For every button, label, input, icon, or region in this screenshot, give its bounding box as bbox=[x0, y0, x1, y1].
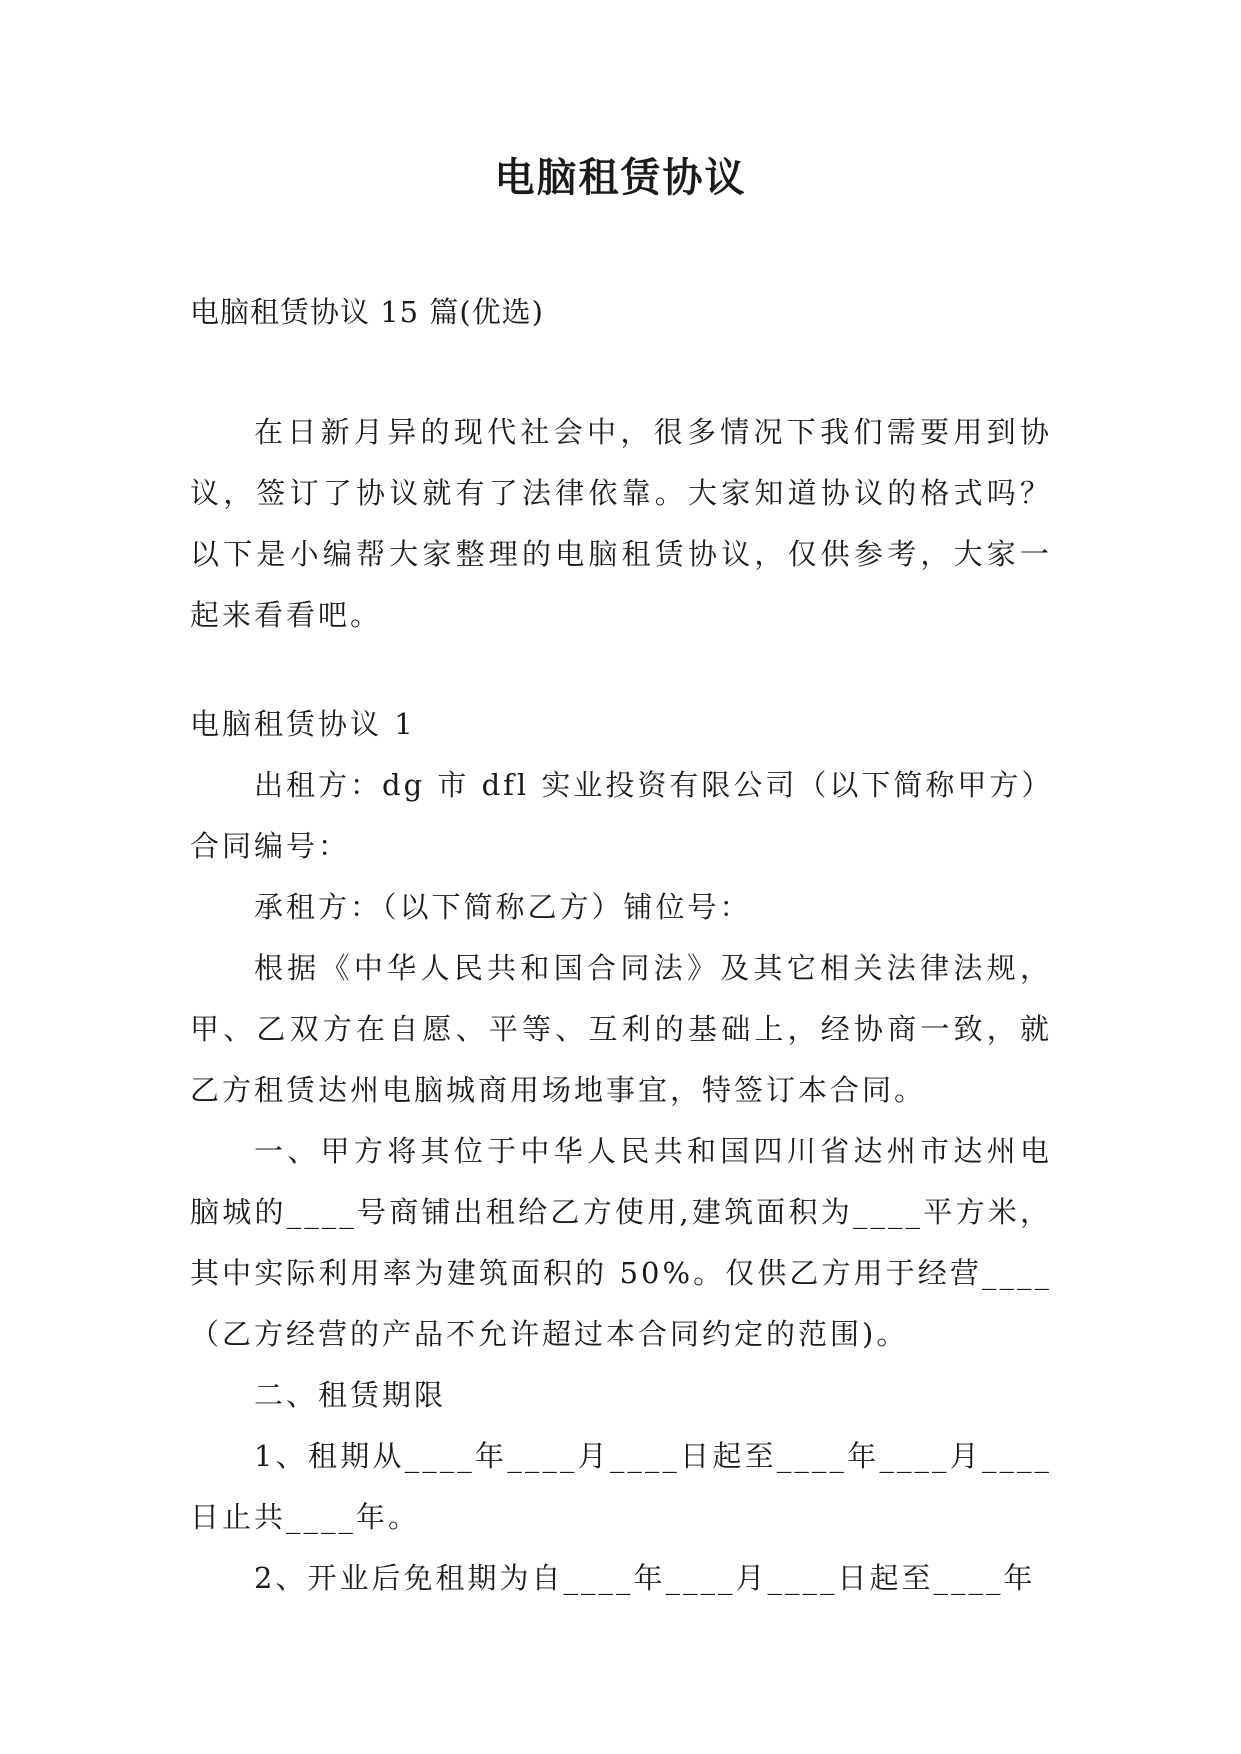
intro-paragraph: 在日新月异的现代社会中，很多情况下我们需要用到协议，签订了协议就有了法律依靠。大家知道协议的格式吗？以下是小编帮大家整理的电脑租赁协议，仅供参考，大家一起来看看吧。 bbox=[190, 415, 1052, 632]
paragraph-rent-free: 2、开业后免租期为自____年____月____日起至____年 bbox=[254, 1561, 1036, 1595]
paragraph-term: 1、租期从____年____月____日起至____年____月____日止共____年。 bbox=[190, 1439, 1052, 1534]
paragraph-contract-number: 合同编号： bbox=[190, 829, 351, 863]
paragraph-clause-one: 一、甲方将其位于中华人民共和国四川省达州市达州电脑城的____号商铺出租给乙方使用,建筑面积为____平方米，其中实际利用率为建筑面积的 50%。仅供乙方用于经营____（乙方经营的产品不允许超过本合同约定的范围)。 bbox=[190, 1134, 1052, 1351]
document-subtitle: 电脑租赁协议 15 篇(优选) bbox=[190, 295, 544, 329]
intro-block bbox=[190, 402, 1052, 646]
paragraph-lessee: 承租方：（以下简称乙方）铺位号： bbox=[254, 890, 752, 924]
paragraph-legal-basis: 根据《中华人民共和国合同法》及其它相关法律法规，甲、乙双方在自愿、平等、互利的基础上，经协商一致，就乙方租赁达州电脑城商用场地事宜，特签订本合同。 bbox=[190, 951, 1052, 1107]
document-title: 电脑租赁协议 bbox=[494, 154, 747, 201]
paragraph-clause-two-heading: 二、租赁期限 bbox=[254, 1378, 447, 1412]
paragraph-lessor: 出租方：dg 市 dfl 实业投资有限公司（以下简称甲方） bbox=[254, 768, 1054, 802]
section-heading: 电脑租赁协议 1 bbox=[190, 707, 416, 741]
agreement-section bbox=[190, 694, 1052, 1609]
